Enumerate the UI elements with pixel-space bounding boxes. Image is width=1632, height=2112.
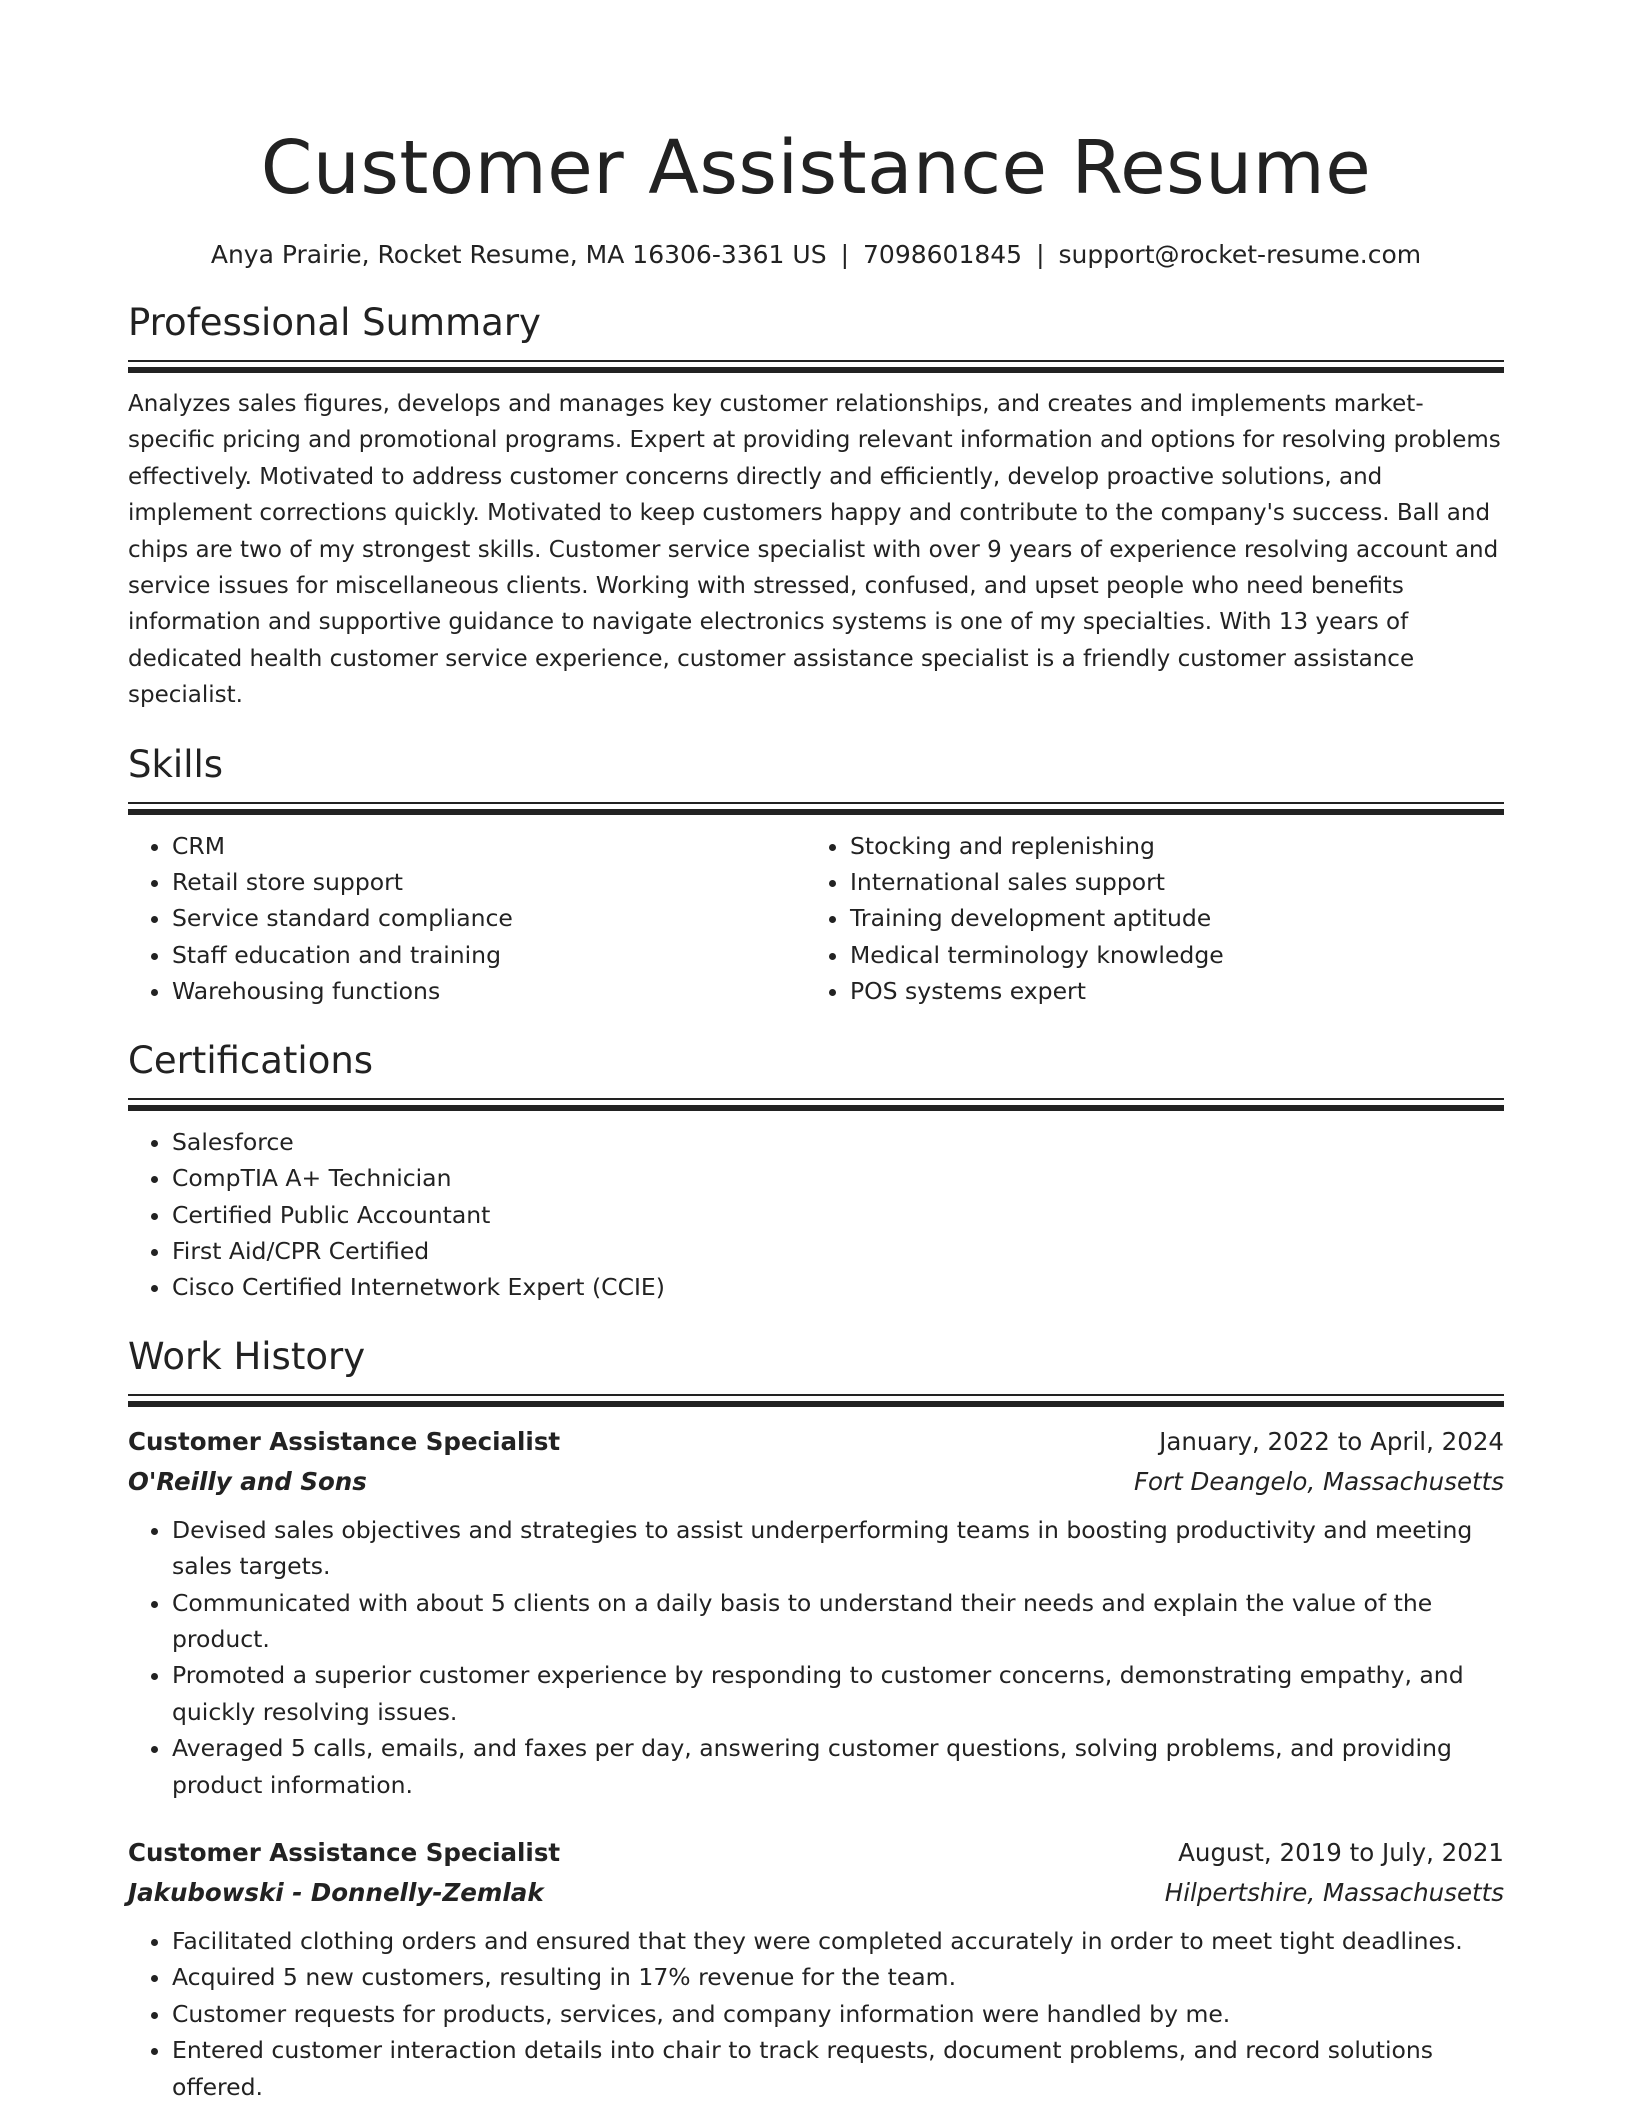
job-duty-item: • Customer requests for products, services, and company information were handled by me. <box>172 1996 1504 2032</box>
skill-item: • CRM <box>172 828 806 864</box>
skills-heading: Skills <box>128 742 224 786</box>
job-duty-item: • Acquired 5 new customers, resulting in 17% revenue for the team. <box>172 1959 1504 1995</box>
skills-column-left <box>128 828 806 1010</box>
job-duties-list <box>128 1923 1504 2105</box>
section-divider <box>128 360 1504 374</box>
job-company-row <box>128 1873 1504 1913</box>
section-divider <box>128 802 1504 816</box>
job-duty-item: • Devised sales objectives and strategies to assist underperforming teams in boosting productivity and meeting sales targets. <box>172 1512 1504 1585</box>
job-entry <box>128 1422 1504 1803</box>
skill-item: • Stocking and replenishing <box>850 828 1484 864</box>
job-duty-item: • Averaged 5 calls, emails, and faxes per day, answering customer questions, solving problems, and providing product information. <box>172 1730 1504 1803</box>
certification-item: • First Aid/CPR Certified <box>172 1233 1504 1269</box>
skill-item: • Warehousing functions <box>172 973 806 1009</box>
work-history-heading: Work History <box>128 1334 366 1378</box>
contact-separator: | <box>1036 240 1045 269</box>
section-divider <box>128 1098 1504 1112</box>
section-divider <box>128 1394 1504 1408</box>
job-duty-item: • Entered customer interaction details into chair to track requests, document problems, and record solutions offered. <box>172 2032 1504 2105</box>
job-dates: January, 2022 to April, 2024 <box>1159 1426 1504 1456</box>
contact-separator: | <box>840 240 850 269</box>
skill-item: • Training development aptitude <box>850 900 1484 936</box>
contact-phone: 7098601845 <box>863 240 1023 269</box>
contact-address: Anya Prairie, Rocket Resume, MA 16306-3361 US <box>210 240 827 269</box>
skill-item: • POS systems expert <box>850 973 1484 1009</box>
job-title: Customer Assistance Specialist <box>128 1426 561 1456</box>
certification-item: • Salesforce <box>172 1124 1504 1160</box>
job-location: Hilpertshire, Massachusetts <box>1164 1877 1504 1907</box>
certification-item: • CompTIA A+ Technician <box>172 1160 1504 1196</box>
job-duty-item: • Promoted a superior customer experience by responding to customer concerns, demonstrating empathy, and quickly resolving issues. <box>172 1657 1504 1730</box>
skill-item: • International sales support <box>850 864 1484 900</box>
job-company: O'Reilly and Sons <box>128 1466 367 1496</box>
contact-email[interactable]: support@rocket-resume.com <box>1058 240 1422 269</box>
summary-text: Analyzes sales figures, develops and manages key customer relationships, and creates and implements market-specific pricing and promotional programs. Expert at providing relevant information and options for resolving problems effectively. Motivated to address customer concerns directly and efficiently, develop proactive solutions, and implement corrections quickly. Motivated to keep customers happy and contribute to the company's success. Ball and chips are two of my strongest skills. Customer service specialist with over 9 years of experience resolving account and service issues for miscellaneous clients. Working with stressed, confused, and upset people who need benefits information and supportive guidance to navigate electronics systems is one of my specialties. With 13 years of dedicated health customer service experience, customer assistance specialist is a friendly customer assistance specialist. <box>128 391 1501 709</box>
skill-item: • Retail store support <box>172 864 806 900</box>
job-entry <box>128 1833 1504 2105</box>
resume-page <box>128 0 1504 2105</box>
skill-item: • Staff education and training <box>172 937 806 973</box>
contact-line <box>128 238 1504 272</box>
certification-item: • Cisco Certified Internetwork Expert (CCIE) <box>172 1269 1504 1305</box>
job-duty-item: • Communicated with about 5 clients on a daily basis to understand their needs and explain the value of the product. <box>172 1585 1504 1658</box>
job-duty-item: • Facilitated clothing orders and ensured that they were completed accurately in order to meet tight deadlines. <box>172 1923 1504 1959</box>
job-location: Fort Deangelo, Massachusetts <box>1133 1466 1504 1496</box>
skill-item: • Medical terminology knowledge <box>850 937 1484 973</box>
summary-heading: Professional Summary <box>128 301 541 344</box>
resume-title: Customer Assistance Resume <box>260 125 1372 211</box>
job-header-row <box>128 1833 1504 1873</box>
job-company: Jakubowski - Donnelly-Zemlak <box>128 1877 544 1907</box>
skills-column-right <box>806 828 1484 1010</box>
certification-item: • Certified Public Accountant <box>172 1197 1504 1233</box>
work-history-section <box>128 1332 1504 2105</box>
skills-grid <box>128 828 1504 1010</box>
job-company-row <box>128 1462 1504 1502</box>
job-duties-list <box>128 1512 1504 1803</box>
certifications-heading: Certifications <box>128 1038 374 1082</box>
summary-section <box>128 298 1504 714</box>
job-title: Customer Assistance Specialist <box>128 1837 561 1867</box>
certifications-list <box>128 1124 1504 1306</box>
skill-item: • Service standard compliance <box>172 900 806 936</box>
certifications-section <box>128 1036 1504 1306</box>
skills-section <box>128 740 1504 1010</box>
job-header-row <box>128 1422 1504 1462</box>
job-dates: August, 2019 to July, 2021 <box>1178 1837 1504 1867</box>
